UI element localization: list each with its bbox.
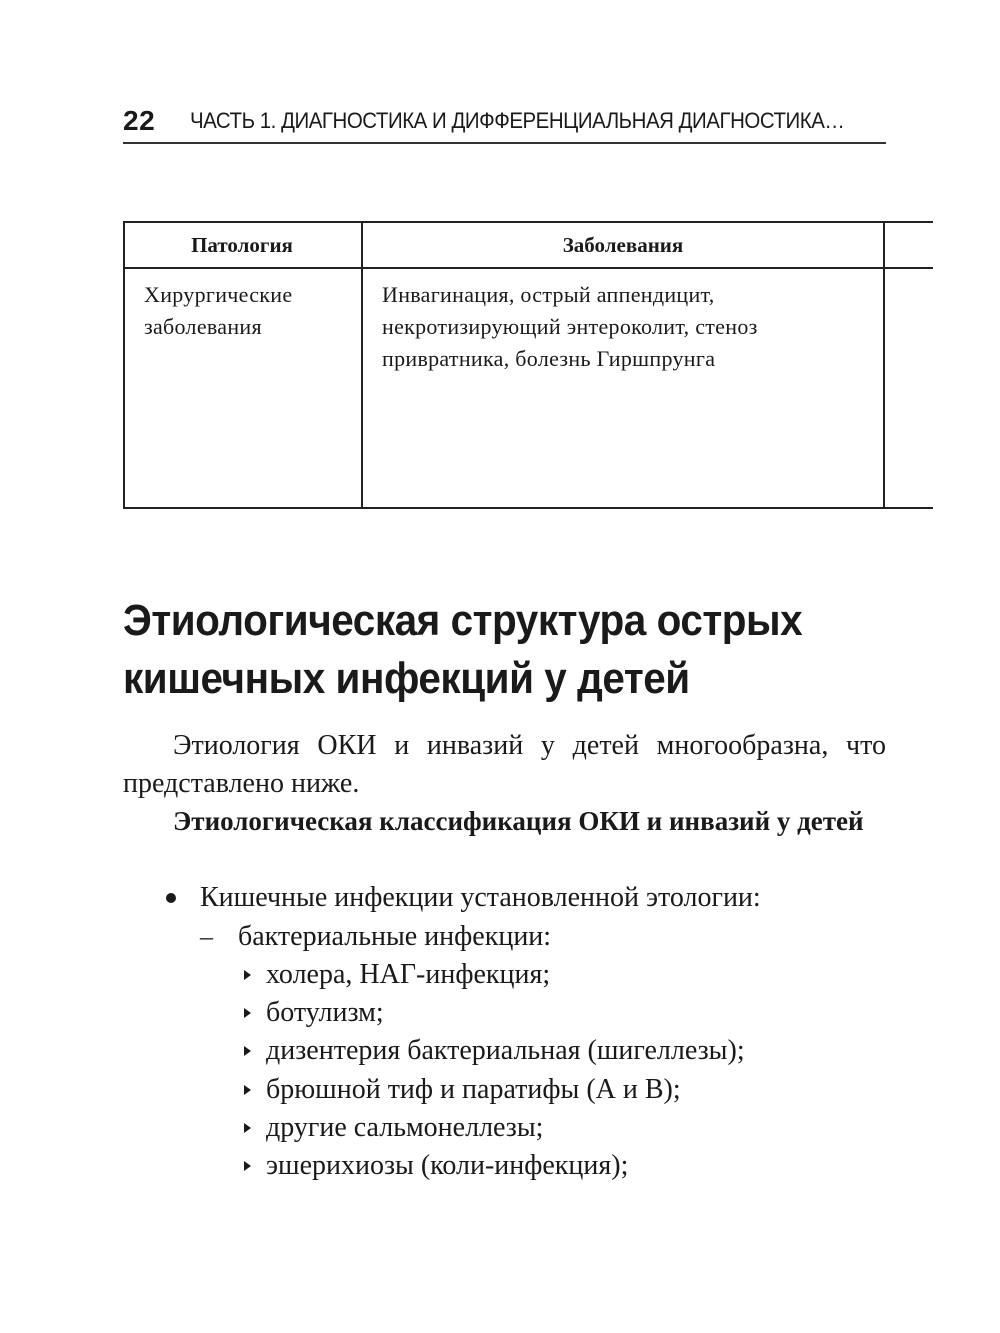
running-title: ЧАСТЬ 1. ДИАГНОСТИКА И ДИФФЕРЕНЦИАЛЬНАЯ ДИАГНОСТИКА… — [190, 108, 845, 133]
table-cell-diseases — [382, 279, 758, 375]
dash-icon: – — [200, 922, 213, 951]
triangle-bullet-icon — [244, 1161, 251, 1171]
cell-line: Инвагинация, острый аппендицит, — [382, 282, 715, 307]
triangle-bullet-icon — [244, 1008, 251, 1018]
pathology-table — [123, 221, 933, 509]
table-bottom-border — [123, 507, 933, 509]
section-title-line: Этиологическая структура острых — [123, 596, 803, 645]
list-item-text: холера, НАГ-инфекция; — [266, 959, 551, 990]
bullet-icon — [166, 893, 176, 903]
page-number: 22 — [123, 105, 156, 136]
triangle-bullet-icon — [244, 1123, 251, 1133]
list-item-level1 — [200, 879, 761, 917]
table-cell-pathology — [144, 279, 292, 343]
list-item-text: дизентерия бактериальная (шигеллезы); — [266, 1035, 745, 1066]
list-item-text: брюшной тиф и паратифы (А и В); — [266, 1074, 681, 1105]
section-title-line: кишечных инфекций у детей — [123, 654, 690, 703]
list-item-level3 — [266, 994, 384, 1032]
list-item-text: эшерихиозы (коли-инфекция); — [266, 1150, 629, 1181]
cell-line: Хирургические — [144, 282, 293, 307]
cell-line: привратника, болезнь Гиршпрунга — [382, 346, 716, 371]
triangle-bullet-icon — [244, 1046, 251, 1056]
list-item-level3 — [266, 1109, 543, 1147]
table-column-divider-2 — [883, 221, 885, 509]
intro-paragraph: Этиология ОКИ и инвазий у детей многообразна, что представлено ниже. — [123, 730, 886, 799]
list-item-text: Кишечные инфекции установленной этологии: — [200, 882, 761, 913]
list-item-level3 — [266, 1071, 681, 1109]
list-item-level3 — [266, 1147, 628, 1185]
triangle-bullet-icon — [244, 970, 251, 980]
list-item-text: другие сальмонеллезы; — [266, 1112, 544, 1143]
triangle-bullet-icon — [244, 1085, 251, 1095]
table-header-diseases: Заболевания — [562, 232, 684, 257]
cell-line: некротизирующий энтероколит, стеноз — [382, 314, 758, 339]
list-item-level3 — [266, 956, 550, 994]
list-item-level2 — [200, 918, 552, 956]
table-header-pathology: Патология — [191, 232, 293, 257]
running-head — [123, 100, 886, 144]
classification-subheading: Этиологическая классификация ОКИ и инвазий у детей — [173, 806, 864, 836]
list-item-text: бактериальные инфекции: — [238, 921, 552, 952]
cell-line: заболевания — [144, 314, 262, 339]
list-item-text: ботулизм; — [266, 997, 384, 1028]
list-item-level3 — [266, 1032, 745, 1070]
section-title — [123, 592, 841, 708]
